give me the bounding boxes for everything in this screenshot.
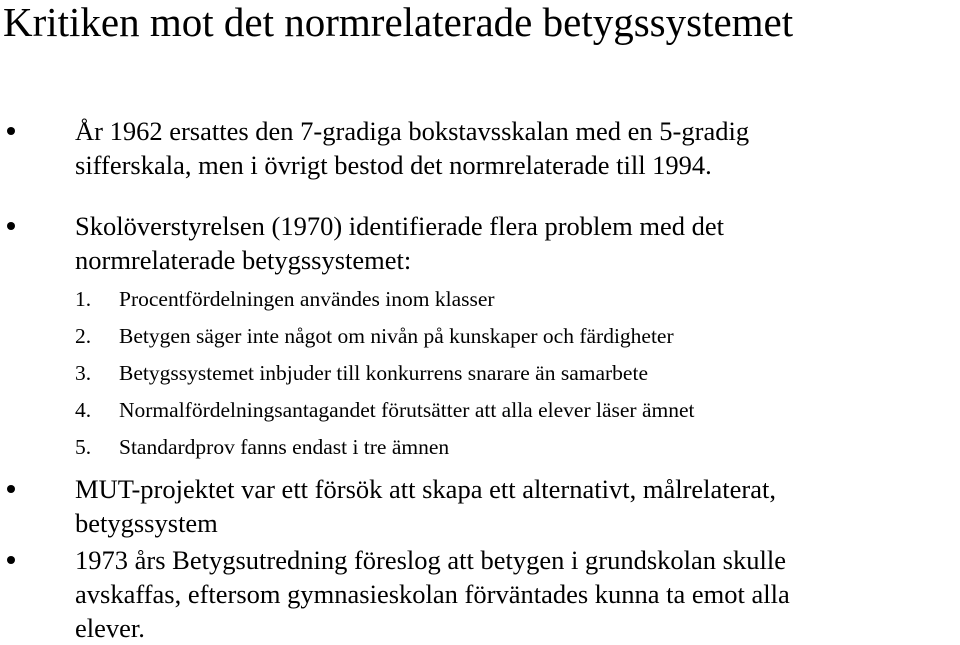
item-number: 4. (75, 398, 92, 422)
item-number: 1. (75, 287, 92, 311)
item-text: Betygen säger inte något om nivån på kunskaper och färdigheter (119, 324, 674, 348)
bullet-dot-icon (7, 222, 15, 230)
item-number: 5. (75, 435, 92, 459)
bullet-text (75, 209, 955, 277)
bullet-line: avskaffas, eftersom gymnasieskolan förväntades kunna ta emot alla (75, 579, 790, 609)
slide-title: Kritiken mot det normrelaterade betygssystemet (3, 0, 794, 45)
bullet-line: År 1962 ersattes den 7-gradiga bokstavsskalan med en 5-gradig (75, 116, 750, 146)
bullet-line: 1973 års Betygsutredning föreslog att betygen i grundskolan skulle (75, 545, 786, 575)
bullet-line: sifferskala, men i övrigt bestod det normrelaterade till 1994. (75, 150, 712, 180)
item-number: 2. (75, 324, 92, 348)
bullet-line: Skolöverstyrelsen (1970) identifierade flera problem med det (75, 211, 725, 241)
bullet-text (75, 472, 955, 540)
item-number: 3. (75, 361, 92, 385)
bullet-text (75, 114, 955, 182)
item-text: Standardprov fanns endast i tre ämnen (119, 435, 450, 459)
item-text: Procentfördelningen användes inom klasser (119, 287, 495, 311)
bullet-line: MUT-projektet var ett försök att skapa ett alternativt, målrelaterat, (75, 474, 777, 504)
item-text: Betygssystemet inbjuder till konkurrens snarare än samarbete (119, 361, 648, 385)
item-text: Normalfördelningsantagandet förutsätter att alla elever läser ämnet (119, 398, 695, 422)
bullet-line: elever. (75, 613, 145, 643)
bullet-line: betygssystem (75, 508, 218, 538)
bullet-line: normrelaterade betygssystemet: (75, 245, 412, 275)
bullet-dot-icon (7, 127, 15, 135)
bullet-dot-icon (7, 485, 15, 493)
bullet-text (75, 543, 955, 645)
bullet-dot-icon (7, 556, 15, 564)
